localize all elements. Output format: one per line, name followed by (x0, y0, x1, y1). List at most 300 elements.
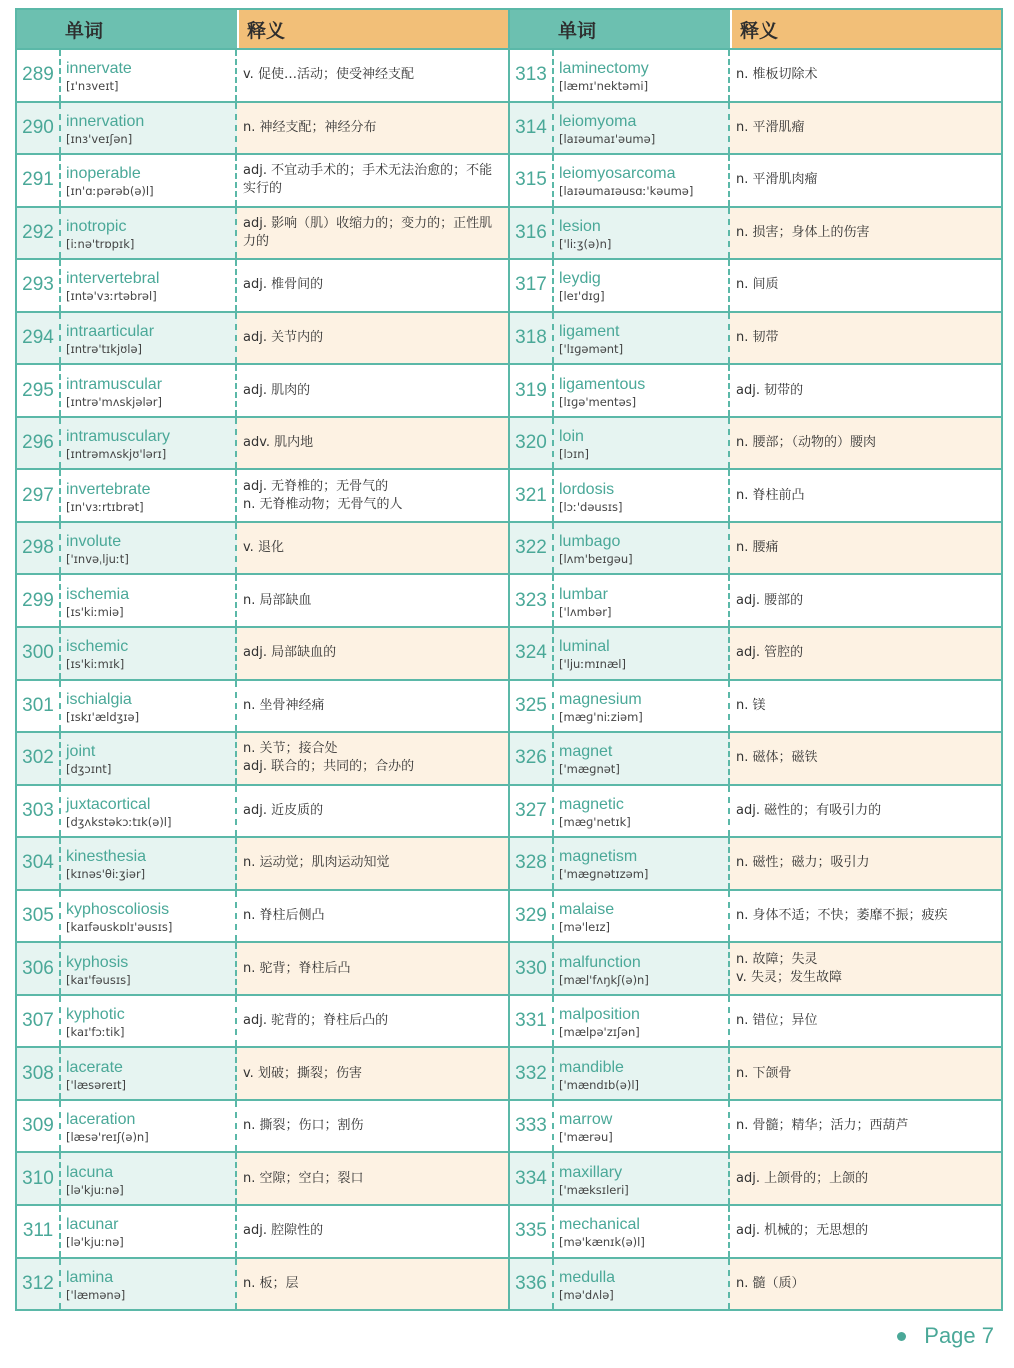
entry-number: 336 (510, 1259, 554, 1310)
table-row (17, 50, 508, 103)
word-cell (61, 50, 237, 101)
phonetic: [ɪs'kiːmiə] (66, 604, 124, 619)
english-word: ligament (559, 323, 620, 340)
english-word: magnesium (559, 690, 642, 708)
word-cell (61, 1153, 237, 1204)
phonetic: ['lʌmbər] (559, 604, 612, 619)
phonetic: [ɪskɪ'ældʒɪə] (66, 709, 140, 724)
entry-number: 311 (17, 1206, 61, 1257)
table-row (510, 996, 1001, 1049)
phonetic: ['mændɪb(ə)l] (559, 1077, 640, 1092)
table-row (510, 418, 1001, 471)
entry-number: 298 (17, 523, 61, 574)
phonetic: [ɪ'nɜveɪt] (66, 79, 119, 94)
english-word: laceration (66, 1111, 136, 1129)
word-cell (554, 628, 730, 679)
definition: v. 退化 (237, 523, 508, 574)
definition: n. 身体不适；不快；萎靡不振；疲疾 (736, 908, 948, 924)
table-row (510, 1206, 1001, 1259)
entry-number: 319 (510, 365, 554, 416)
phonetic: [ɪntrəmʌskjʊ'lərɪ] (66, 447, 167, 462)
entry-number: 309 (17, 1101, 61, 1152)
word-cell (61, 155, 237, 206)
table-row (510, 155, 1001, 208)
word-cell (554, 1153, 730, 1204)
english-word: intervertebral (66, 270, 160, 288)
definition: n. 脊柱后侧凸 (243, 908, 325, 924)
phonetic: [laɪəumaɪ'əumə] (559, 131, 656, 146)
word-cell (61, 943, 237, 994)
entry-number: 322 (510, 523, 554, 574)
phonetic: [laɪəumaɪəusɑː'kəumə] (559, 184, 694, 199)
english-word: leiomyosarcoma (559, 165, 676, 183)
phonetic: [kaɪfəuskɒlɪ'əusɪs] (66, 920, 173, 935)
phonetic: ['liːʒ(ə)n] (559, 236, 612, 251)
table-row (17, 838, 508, 891)
phonetic: [ɪntə'vɜːrtəbrəl] (66, 289, 157, 304)
phonetic: [ɪntrə'mʌskjələr] (66, 394, 162, 409)
word-cell (61, 1206, 237, 1257)
word-cell (61, 260, 237, 311)
phonetic: [ɪn'ɑːpərəb(ə)l] (66, 184, 154, 199)
definition: adj. 磁性的；有吸引力的 (736, 802, 882, 818)
table-row (17, 1101, 508, 1154)
definition: n. 神经支配；神经分布 (237, 103, 508, 154)
table-row (17, 208, 508, 261)
english-word: lumbago (559, 533, 621, 551)
phonetic: [lɪɡə'mentəs] (559, 394, 637, 409)
word-cell (554, 1048, 730, 1099)
english-word: mechanical (559, 1216, 640, 1234)
definition: adj. 腰部的 (736, 592, 804, 608)
english-word: marrow (559, 1111, 613, 1129)
english-word: ischemia (66, 585, 130, 603)
definition: adv. 肌内地 (237, 418, 508, 469)
word-cell (554, 838, 730, 889)
table-row (510, 575, 1001, 628)
left-rows (17, 50, 508, 1309)
phonetic: ['mærəu] (559, 1130, 613, 1145)
entry-number: 308 (17, 1048, 61, 1099)
table-row (510, 260, 1001, 313)
word-cell (61, 103, 237, 154)
table-row (17, 733, 508, 786)
word-cell (554, 891, 730, 942)
right-column (508, 10, 1001, 1309)
entry-number: 303 (17, 786, 61, 837)
word-cell (61, 1101, 237, 1152)
phonetic: [mæɡ'niːziəm] (559, 709, 643, 724)
entry-number: 329 (510, 891, 554, 942)
word-cell (61, 365, 237, 416)
definition: n. 损害；身体上的伤害 (730, 208, 1001, 259)
table-row (510, 313, 1001, 366)
definition: n. 运动觉；肌肉运动知觉 (237, 838, 508, 889)
table-row (17, 628, 508, 681)
phonetic: [læmɪ'nektəmi] (559, 79, 649, 94)
vocabulary-table (15, 8, 1003, 1311)
entry-number: 296 (17, 418, 61, 469)
definition: adj. 椎骨间的 (243, 277, 324, 293)
table-row (17, 1206, 508, 1259)
english-word: invertebrate (66, 480, 151, 498)
english-word: intramusculary (66, 428, 171, 446)
english-word: involute (66, 533, 122, 551)
word-cell (554, 996, 730, 1047)
definition: adj. 无脊椎的；无骨气的 n. 无脊椎动物；无骨气的人 (243, 478, 403, 512)
bullet-dot-icon (897, 1332, 906, 1341)
phonetic: [kaɪ'fɔːtik] (66, 1025, 125, 1040)
english-word: inotropic (66, 217, 127, 235)
left-column (17, 10, 508, 1309)
phonetic: [ɪn'vɜːrtɪbrət] (66, 499, 144, 514)
page-footer (897, 1323, 994, 1349)
english-word: ischialgia (66, 690, 132, 708)
definition: adj. 韧带的 (736, 382, 804, 398)
phonetic: [ɪs'kiːmɪk] (66, 657, 125, 672)
table-row (17, 1259, 508, 1310)
table-row (510, 786, 1001, 839)
definition: n. 故障；失灵 v. 失灵；发生故障 (730, 943, 1001, 994)
entry-number: 328 (510, 838, 554, 889)
entry-number: 313 (510, 50, 554, 101)
phonetic: [mælpə'zɪʃən] (559, 1025, 640, 1040)
word-cell (554, 470, 730, 521)
word-cell (61, 996, 237, 1047)
entry-number: 335 (510, 1206, 554, 1257)
phonetic: ['mæɡnətɪzəm] (559, 867, 649, 882)
definition: n. 椎板切除术 (736, 67, 818, 83)
english-word: kyphosis (66, 953, 129, 971)
table-row (510, 523, 1001, 576)
phonetic: ['mæksɪleri] (559, 1182, 629, 1197)
word-cell (554, 786, 730, 837)
word-cell (554, 575, 730, 626)
table-row (17, 943, 508, 996)
phonetic: [mə'dʌlə] (559, 1287, 614, 1302)
phonetic: [ɪntrə'tɪkjʊlə] (66, 342, 143, 356)
word-cell (61, 733, 237, 784)
table-row (17, 891, 508, 944)
entry-number: 310 (17, 1153, 61, 1204)
english-word: inoperable (66, 165, 141, 183)
word-cell (61, 418, 237, 469)
definition: v. 促使…活动；使受神经支配 (243, 67, 414, 83)
english-word: kinesthesia (66, 848, 147, 866)
english-word: laminectomy (559, 60, 649, 78)
table-row (510, 628, 1001, 681)
entry-number: 312 (17, 1259, 61, 1310)
english-word: intraarticular (66, 323, 155, 340)
table-row (17, 418, 508, 471)
english-word: leydig (559, 270, 601, 288)
english-word: magnetism (559, 848, 638, 866)
entry-number: 294 (17, 313, 61, 364)
definition: n. 错位；异位 (736, 1013, 818, 1029)
word-cell (554, 418, 730, 469)
definition: n. 关节；接合处 adj. 联合的；共同的；合办的 (237, 733, 508, 784)
entry-number: 291 (17, 155, 61, 206)
definition: adj. 肌肉的 (243, 382, 311, 398)
phonetic: [ɪnɜ'veɪʃən] (66, 131, 133, 146)
english-word: mandible (559, 1058, 624, 1076)
definition: n. 骨髓；精华；活力；西葫芦 (736, 1118, 909, 1134)
entry-number: 300 (17, 628, 61, 679)
english-word: lordosis (559, 480, 615, 498)
entry-number: 304 (17, 838, 61, 889)
english-word: kyphoscoliosis (66, 901, 170, 919)
phonetic: [lɔɪn] (559, 447, 590, 462)
table-row (17, 1048, 508, 1101)
table-header (17, 10, 508, 50)
definition: v. 划破；撕裂；伤害 (237, 1048, 508, 1099)
english-word: luminal (559, 638, 610, 656)
definition: n. 局部缺血 (243, 592, 312, 608)
table-row (510, 1153, 1001, 1206)
entry-number: 324 (510, 628, 554, 679)
table-row (17, 103, 508, 156)
table-row (510, 838, 1001, 891)
entry-number: 315 (510, 155, 554, 206)
english-word: lamina (66, 1268, 114, 1286)
word-cell (61, 313, 237, 364)
entry-number: 314 (510, 103, 554, 154)
phonetic: [mə'leɪz] (559, 920, 610, 935)
english-word: lacunar (66, 1216, 119, 1234)
table-row (510, 208, 1001, 261)
header-word: 单词 (17, 10, 239, 48)
definition: n. 磁体；磁铁 (730, 733, 1001, 784)
table-row (17, 786, 508, 839)
definition: adj. 影响（肌）收缩力的；变力的；正性肌力的 (237, 208, 508, 259)
definition: n. 平滑肌瘤 (730, 103, 1001, 154)
table-row (17, 996, 508, 1049)
definition: adj. 关节内的 (237, 313, 508, 364)
word-cell (61, 208, 237, 259)
entry-number: 333 (510, 1101, 554, 1152)
entry-number: 334 (510, 1153, 554, 1204)
phonetic: [lə'kjuːnə] (66, 1235, 124, 1250)
english-word: magnetic (559, 795, 624, 813)
word-cell (61, 1048, 237, 1099)
entry-number: 293 (17, 260, 61, 311)
definition: n. 平滑肌肉瘤 (736, 172, 818, 188)
phonetic: [iːnə'trɒpɪk] (66, 236, 135, 251)
english-word: loin (559, 428, 584, 446)
right-rows (510, 50, 1001, 1309)
english-word: ischemic (66, 638, 129, 656)
entry-number: 301 (17, 681, 61, 732)
english-word: intramuscular (66, 375, 163, 393)
english-word: maxillary (559, 1163, 623, 1181)
header-definition: 释义 (732, 10, 1001, 48)
word-cell (554, 523, 730, 574)
phonetic: ['mæɡnət] (559, 762, 620, 777)
definition: adj. 不宜动手术的；手术无法治愈的；不能实行的 (243, 163, 493, 197)
phonetic: [mæl'fʌŋkʃ(ə)n] (559, 972, 649, 987)
entry-number: 289 (17, 50, 61, 101)
word-cell (61, 575, 237, 626)
entry-number: 331 (510, 996, 554, 1047)
entry-number: 316 (510, 208, 554, 259)
definition: adj. 局部缺血的 (237, 628, 508, 679)
phonetic: [dʒɔɪnt] (66, 762, 112, 777)
entry-number: 290 (17, 103, 61, 154)
word-cell (554, 1101, 730, 1152)
phonetic: [lə'kjuːnə] (66, 1182, 124, 1197)
table-row (17, 523, 508, 576)
phonetic: ['lɪɡəmənt] (559, 342, 624, 356)
english-word: medulla (559, 1268, 616, 1286)
entry-number: 330 (510, 943, 554, 994)
english-word: ligamentous (559, 375, 646, 393)
english-word: lacerate (66, 1058, 123, 1076)
definition: n. 板；层 (237, 1259, 508, 1310)
word-cell (554, 313, 730, 364)
word-cell (61, 523, 237, 574)
table-row (510, 1101, 1001, 1154)
word-cell (61, 838, 237, 889)
phonetic: ['læsəreɪt] (66, 1077, 127, 1092)
table-row (17, 470, 508, 523)
word-cell (61, 681, 237, 732)
table-row (510, 1048, 1001, 1101)
table-row (510, 681, 1001, 734)
entry-number: 302 (17, 733, 61, 784)
english-word: innervation (66, 112, 145, 130)
phonetic: [lɔː'dəusɪs] (559, 499, 623, 514)
word-cell (554, 155, 730, 206)
english-word: joint (66, 743, 96, 761)
entry-number: 321 (510, 470, 554, 521)
table-row (510, 1259, 1001, 1310)
entry-number: 297 (17, 470, 61, 521)
table-row (510, 50, 1001, 103)
english-word: magnet (559, 743, 613, 761)
phonetic: [mæɡ'netɪk] (559, 814, 631, 829)
english-word: malaise (559, 901, 615, 919)
entry-number: 299 (17, 575, 61, 626)
table-row (17, 1153, 508, 1206)
definition: adj. 上颌骨的；上颌的 (730, 1153, 1001, 1204)
page-number: Page 7 (924, 1323, 994, 1348)
english-word: juxtacortical (66, 795, 151, 813)
definition: n. 腰痛 (730, 523, 1001, 574)
table-row (17, 365, 508, 418)
word-cell (554, 208, 730, 259)
definition: adj. 管腔的 (730, 628, 1001, 679)
word-cell (554, 1206, 730, 1257)
entry-number: 305 (17, 891, 61, 942)
phonetic: [lʌm'beɪɡəu] (559, 552, 633, 567)
english-word: innervate (66, 60, 132, 78)
entry-number: 307 (17, 996, 61, 1047)
phonetic: [kaɪ'fəusɪs] (66, 972, 131, 987)
english-word: lesion (559, 217, 601, 235)
table-row (510, 470, 1001, 523)
phonetic: [kɪnəs'θiːʒiər] (66, 867, 146, 882)
english-word: malfunction (559, 953, 641, 971)
definition: n. 驼背；脊柱后凸 (237, 943, 508, 994)
entry-number: 295 (17, 365, 61, 416)
table-row (17, 681, 508, 734)
phonetic: [leɪ'dɪɡ] (559, 289, 605, 304)
entry-number: 306 (17, 943, 61, 994)
definition: n. 磁性；磁力；吸引力 (730, 838, 1001, 889)
word-cell (554, 365, 730, 416)
english-word: lacuna (66, 1163, 114, 1181)
phonetic: [læsə'reɪʃ(ə)n] (66, 1130, 149, 1145)
header-definition: 释义 (239, 10, 508, 48)
definition: n. 腰部；（动物的）腰肉 (730, 418, 1001, 469)
entry-number: 326 (510, 733, 554, 784)
word-cell (61, 628, 237, 679)
word-cell (61, 470, 237, 521)
definition: n. 脊柱前凸 (736, 487, 805, 503)
phonetic: ['ɪnvəˌljuːt] (66, 552, 129, 567)
phonetic: [mə'kænɪk(ə)l] (559, 1235, 645, 1250)
definition: adj. 机械的；无思想的 (736, 1223, 869, 1239)
table-row (510, 103, 1001, 156)
table-row (510, 943, 1001, 996)
header-word: 单词 (510, 10, 732, 48)
entry-number: 323 (510, 575, 554, 626)
table-row (510, 365, 1001, 418)
word-cell (554, 103, 730, 154)
word-cell (554, 681, 730, 732)
entry-number: 292 (17, 208, 61, 259)
entry-number: 327 (510, 786, 554, 837)
english-word: lumbar (559, 585, 608, 603)
entry-number: 325 (510, 681, 554, 732)
english-word: kyphotic (66, 1006, 125, 1024)
word-cell (554, 943, 730, 994)
definition: adj. 近皮质的 (243, 802, 324, 818)
definition: n. 下颌骨 (730, 1048, 1001, 1099)
english-word: malposition (559, 1006, 640, 1024)
word-cell (554, 50, 730, 101)
phonetic: ['ljuːmɪnæl] (559, 657, 626, 672)
word-cell (61, 786, 237, 837)
definition: adj. 腔隙性的 (243, 1223, 324, 1239)
definition: n. 撕裂；伤口；割伤 (243, 1118, 364, 1134)
table-row (17, 575, 508, 628)
word-cell (61, 891, 237, 942)
definition: n. 间质 (736, 277, 779, 293)
entry-number: 320 (510, 418, 554, 469)
definition: n. 镁 (736, 697, 766, 713)
phonetic: ['læmənə] (66, 1287, 126, 1302)
phonetic: [dʒʌkstəkɔːtɪk(ə)l] (66, 814, 172, 829)
table-row (510, 733, 1001, 786)
word-cell (554, 733, 730, 784)
entry-number: 332 (510, 1048, 554, 1099)
definition: n. 坐骨神经痛 (243, 697, 325, 713)
word-cell (61, 1259, 237, 1310)
table-row (17, 260, 508, 313)
table-row (17, 155, 508, 208)
definition: n. 髓（质） (730, 1259, 1001, 1310)
table-header (510, 10, 1001, 50)
word-cell (554, 1259, 730, 1310)
definition: n. 空隙；空白；裂口 (237, 1153, 508, 1204)
word-cell (554, 260, 730, 311)
table-row (510, 891, 1001, 944)
table-row (17, 313, 508, 366)
entry-number: 318 (510, 313, 554, 364)
definition: n. 韧带 (730, 313, 1001, 364)
definition: adj. 驼背的；脊柱后凸的 (243, 1013, 389, 1029)
